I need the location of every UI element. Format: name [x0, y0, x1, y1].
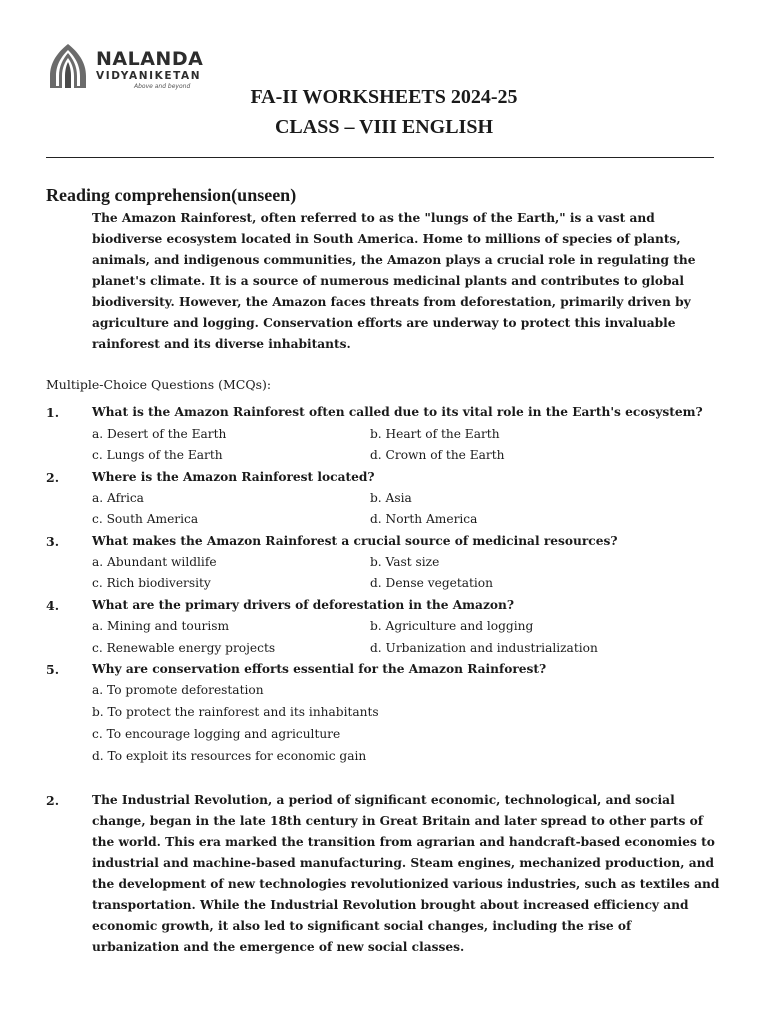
option-c: c. Rich biodiversity [92, 576, 211, 590]
question-text: What makes the Amazon Rainforest a crucial source of medicinal resources? [92, 534, 618, 548]
option-b: b. Vast size [370, 555, 440, 569]
option-d: d. Crown of the Earth [370, 448, 505, 462]
question-number: 5. [46, 662, 60, 677]
options-row [0, 641, 768, 662]
question-text: What are the primary drivers of deforestation in the Amazon? [92, 598, 515, 612]
passage-number: 2. [46, 793, 60, 808]
options-row [0, 555, 768, 576]
question-text: Why are conservation efforts essential for the Amazon Rainforest? [92, 662, 547, 676]
question-number: 2. [46, 470, 60, 485]
options-row [0, 683, 768, 704]
question-4 [0, 598, 768, 619]
option-a: a. Desert of the Earth [92, 427, 227, 441]
options-row [0, 619, 768, 640]
passage-amazon: The Amazon Rainforest, often referred to as the "lungs of the Earth," is a vast and biodiverse ecosystem located in South America. Home to millions of species of plants, animals, and indigenous communities, the Amazon plays a crucial role in regulating the planet's climate. It is a source of numerous medicinal plants and contributes to global biodiversity. However, the Amazon faces threats from deforestation, primarily driven by agriculture and logging. Conservation efforts are underway to protect this invaluable rainforest and its diverse inhabitants. [92, 211, 696, 351]
question-2 [0, 470, 768, 491]
mcq-heading: Multiple-Choice Questions (MCQs): [46, 377, 272, 392]
question-number: 3. [46, 534, 60, 549]
options-row [0, 705, 768, 726]
class-subject-title: CLASS – VIII ENGLISH [274, 116, 494, 138]
header-divider [46, 157, 714, 158]
options-row [0, 512, 768, 533]
question-5 [0, 662, 768, 683]
option-d: d. North America [370, 512, 478, 526]
option-d: d. To exploit its resources for economic gain [92, 749, 367, 763]
worksheet-title: FA-II WORKSHEETS 2024-25 [250, 86, 518, 108]
options-row [0, 448, 768, 469]
option-c: c. South America [92, 512, 199, 526]
section-title: Reading comprehension(unseen) [46, 185, 297, 205]
school-logo [46, 42, 216, 92]
logo-subtitle: VIDYANIKETAN [96, 70, 202, 82]
option-a: a. To promote deforestation [92, 683, 264, 697]
option-a: a. Mining and tourism [92, 619, 230, 633]
option-c: c. Lungs of the Earth [92, 448, 223, 462]
question-1 [0, 405, 768, 426]
option-c: c. Renewable energy projects [92, 641, 276, 655]
question-text: Where is the Amazon Rainforest located? [92, 470, 375, 484]
option-d: d. Urbanization and industrialization [370, 641, 598, 655]
logo-tagline: Above and beyond [134, 83, 191, 90]
options-row [0, 749, 768, 770]
options-row [0, 576, 768, 597]
option-c: c. To encourage logging and agriculture [92, 727, 341, 741]
nalanda-emblem-icon [46, 42, 90, 90]
options-row [0, 491, 768, 512]
question-number: 4. [46, 598, 60, 613]
option-b: b. Agriculture and logging [370, 619, 534, 633]
option-a: a. Africa [92, 491, 144, 505]
option-b: b. Asia [370, 491, 412, 505]
question-text: What is the Amazon Rainforest often called due to its vital role in the Earth's ecosystem? [92, 405, 703, 419]
options-row [0, 427, 768, 448]
option-b: b. To protect the rainforest and its inhabitants [92, 705, 379, 719]
option-d: d. Dense vegetation [370, 576, 493, 590]
passage-industrial-revolution: The Industrial Revolution, a period of significant economic, technological, and social change, began in the late 18th century in Great Britain and later spread to other parts of the world. This era marked the transition from agrarian and handcraft-based economies to industrial and machine-based manufacturing. Steam engines, mechanized production, and the development of new technologies revolutionized various industries, such as textiles and transportation. While the Industrial Revolution brought about increased efficiency and economic growth, it also led to significant social changes, including the rise of urbanization and the emergence of new social classes. [92, 793, 720, 954]
options-row [0, 727, 768, 748]
option-a: a. Abundant wildlife [92, 555, 217, 569]
logo-name: NALANDA [96, 48, 204, 70]
question-3 [0, 534, 768, 555]
question-number: 1. [46, 405, 60, 420]
option-b: b. Heart of the Earth [370, 427, 500, 441]
